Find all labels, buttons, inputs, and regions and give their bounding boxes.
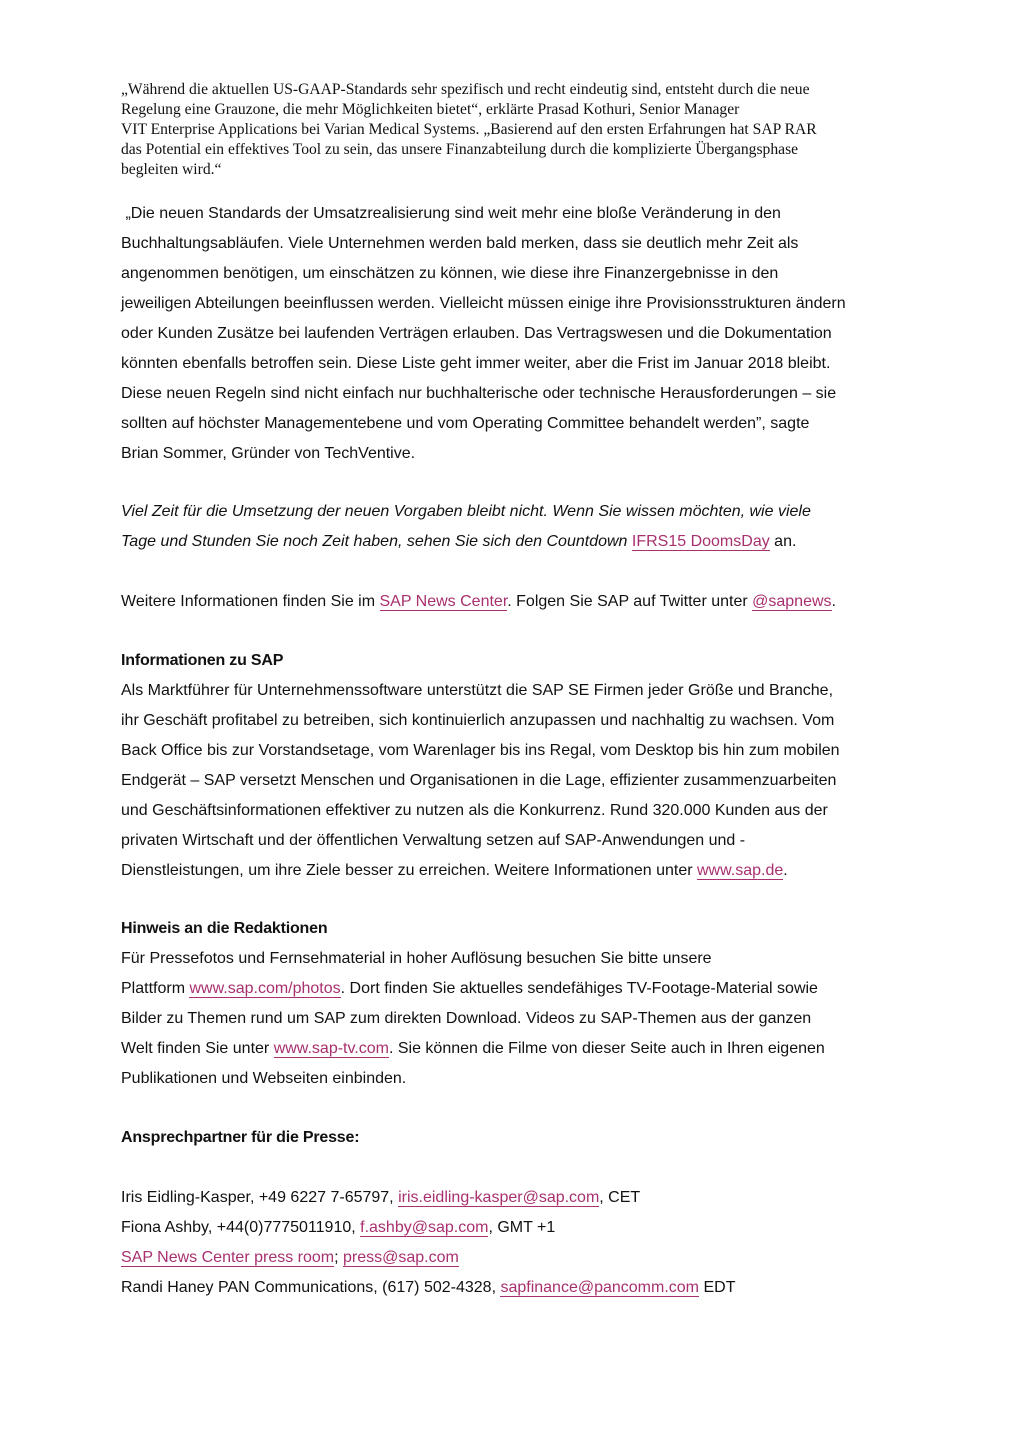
spacer — [121, 1153, 911, 1183]
quote-sommer — [121, 199, 911, 469]
quote-line: Buchhaltungsabläufen. Viele Unternehmen werden bald merken, dass sie deutlich mehr Zeit als — [121, 235, 799, 252]
countdown-suffix: an. — [769, 533, 797, 550]
editors-note-section — [121, 914, 911, 1094]
contact-text: Iris Eidling-Kasper, +49 6227 7-65797, — [121, 1189, 399, 1206]
contact-line — [121, 1243, 911, 1273]
about-line: privaten Wirtschaft und der öffentlichen Verwaltung setzen auf SAP-Anwendungen und - — [121, 832, 746, 849]
quote-line: begleiten wird.“ — [121, 161, 222, 178]
sap-photos-link[interactable]: www.sap.com/photos — [189, 980, 341, 997]
countdown-line — [121, 527, 911, 557]
quote-line: Regelung eine Grauzone, die mehr Möglichkeiten bietet“, erklärte Prasad Kothuri, Senior Manager — [121, 101, 740, 118]
pancomm-email-link[interactable]: sapfinance@pancomm.com — [500, 1279, 700, 1296]
contact-text: ; — [334, 1249, 344, 1266]
contact-line — [121, 1273, 911, 1303]
quote-line: angenommen benötigen, um einschätzen zu können, wie diese ihre Finanzergebnisse in den — [121, 265, 779, 282]
sap-tv-link[interactable]: www.sap-tv.com — [273, 1040, 389, 1057]
ifrs15-doomsday-link[interactable]: IFRS15 DoomsDay — [631, 533, 770, 550]
sap-news-center-link[interactable]: SAP News Center — [379, 593, 508, 610]
countdown-line: Viel Zeit für die Umsetzung der neuen Vorgaben bleibt nicht. Wenn Sie wissen möchten, wie viele — [121, 503, 811, 520]
press-email-link[interactable]: press@sap.com — [343, 1249, 459, 1266]
contact-line — [121, 1213, 911, 1243]
contact-text: EDT — [699, 1279, 736, 1296]
editors-text: . Sie können die Filme von dieser Seite auch in Ihren eigenen — [388, 1040, 825, 1057]
quote-line: das Potential ein effektives Tool zu sein, das unsere Finanzabteilung durch die komplizierte Übergangsphase — [121, 141, 799, 158]
about-line: und Geschäftsinformationen effektiver zu nutzen als die Konkurrenz. Rund 320.000 Kunden aus der — [121, 802, 828, 819]
contact-text: Randi Haney PAN Communications, (617) 502-4328, — [121, 1279, 501, 1296]
about-line: Als Marktführer für Unternehmenssoftware unterstützt die SAP SE Firmen jeder Größe und Branche, — [121, 682, 834, 699]
about-sap-section — [121, 646, 911, 886]
quote-line: „Die neuen Standards der Umsatzrealisierung sind weit mehr eine bloße Veränderung in den — [121, 205, 781, 222]
editors-line: Bilder zu Themen rund um SAP zum direkten Download. Videos zu SAP-Themen aus der ganzen — [121, 1010, 812, 1027]
contact-line — [121, 1183, 911, 1213]
editors-line: Publikationen und Webseiten einbinden. — [121, 1070, 407, 1087]
countdown-paragraph — [121, 497, 911, 557]
contact-text: , CET — [599, 1189, 641, 1206]
more-info-line — [121, 587, 911, 617]
quote-line: oder Kunden Zusätze bei laufenden Verträgen erlauben. Das Vertragswesen und die Dokumentation — [121, 325, 832, 342]
more-info-text: Weitere Informationen finden Sie im — [121, 593, 380, 610]
countdown-text: Tage und Stunden Sie noch Zeit haben, sehen Sie sich den Countdown — [121, 533, 632, 550]
press-contacts-section — [121, 1123, 911, 1303]
more-info-text: . — [831, 593, 836, 610]
iris-email-link[interactable]: iris.eidling-kasper@sap.com — [398, 1189, 600, 1206]
editors-line — [121, 1034, 911, 1064]
press-contacts-heading: Ansprechpartner für die Presse: — [121, 1129, 360, 1146]
quote-kothuri — [121, 80, 901, 180]
fiona-email-link[interactable]: f.ashby@sap.com — [360, 1219, 489, 1236]
editors-text: Plattform — [121, 980, 190, 997]
quote-line: VIT Enterprise Applications bei Varian Medical Systems. „Basierend auf den ersten Erfahrungen hat SAP RAR — [121, 121, 817, 138]
about-line — [121, 856, 911, 886]
contact-text: Fiona Ashby, +44(0)7775011910, — [121, 1219, 361, 1236]
quote-line: „Während die aktuellen US-GAAP-Standards sehr spezifisch und recht eindeutig sind, entsteht durch die neue — [121, 81, 810, 98]
about-line: ihr Geschäft profitabel zu betreiben, sich kontinuierlich anzupassen und nachhaltig zu wachsen. Vom — [121, 712, 835, 729]
editors-line: Für Pressefotos und Fernsehmaterial in hoher Auflösung besuchen Sie bitte unsere — [121, 950, 712, 967]
more-info-text: . Folgen Sie SAP auf Twitter unter — [507, 593, 753, 610]
editors-line — [121, 974, 911, 1004]
about-text: . — [783, 862, 788, 879]
quote-line: Brian Sommer, Gründer von TechVentive. — [121, 445, 416, 462]
about-line: Endgerät – SAP versetzt Menschen und Organisationen in die Lage, effizienter zusammenzuarbeiten — [121, 772, 837, 789]
quote-line: könnten ebenfalls betroffen sein. Diese Liste geht immer weiter, aber die Frist im Januar 2018 bleibt. — [121, 355, 831, 372]
more-info-paragraph — [121, 587, 911, 617]
about-line: Back Office bis zur Vorstandsetage, vom Warenlager bis ins Regal, vom Desktop bis hin zum mobilen — [121, 742, 840, 759]
quote-line: Diese neuen Regeln sind nicht einfach nur buchhalterische oder technische Herausforderungen – sie — [121, 385, 837, 402]
editors-text: . Dort finden Sie aktuelles sendefähiges TV-Footage-Material sowie — [340, 980, 818, 997]
sap-de-link[interactable]: www.sap.de — [697, 862, 784, 879]
sapnews-twitter-link[interactable]: @sapnews — [752, 593, 832, 610]
press-room-link[interactable]: SAP News Center press room — [121, 1249, 335, 1266]
contact-text: , GMT +1 — [488, 1219, 556, 1236]
about-text: Dienstleistungen, um ihre Ziele besser zu erreichen. Weitere Informationen unter — [121, 862, 697, 879]
quote-line: jeweiligen Abteilungen beeinflussen werden. Vielleicht müssen einige ihre Provisionsstrukturen ändern — [121, 295, 846, 312]
about-sap-heading: Informationen zu SAP — [121, 652, 284, 669]
editors-note-heading: Hinweis an die Redaktionen — [121, 920, 328, 937]
quote-line: sollten auf höchster Managementebene und vom Operating Committee behandelt werden”, sagte — [121, 415, 810, 432]
editors-text: Welt finden Sie unter — [121, 1040, 274, 1057]
